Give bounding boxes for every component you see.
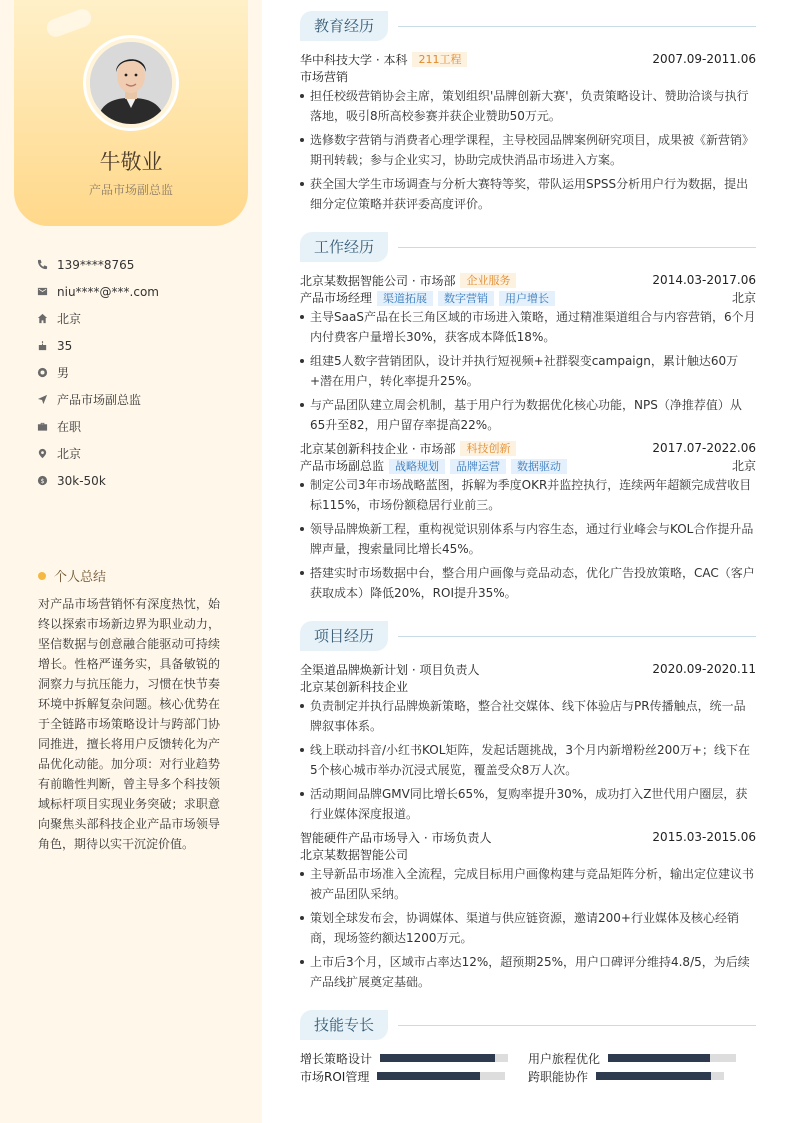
section-divider — [398, 1025, 756, 1026]
section-title: 工作经历 — [300, 232, 388, 262]
decorative-pill — [44, 7, 93, 40]
bullet-list — [300, 307, 756, 435]
list-item: 活动期间品牌GMV同比增长65%，复购率提升30%，成功打入Z世代用户圈层，获行业媒体深度报道。 — [300, 784, 756, 824]
section-title: 项目经历 — [300, 621, 388, 651]
section-title: 教育经历 — [300, 11, 388, 41]
summary-text: 对产品市场营销怀有深度热忱，始终以探索市场新边界为职业动力，坚信数据与创意融合能驱动可持续增长。性格严谨务实，具备敏锐的洞察力与抗压能力，习惯在快节奏环境中拆解复杂问题。核心优势在于全链路市场策略设计与跨部门协同推进，擅长将用户反馈转化为产品优化动能。加分项：对行业趋势有前瞻性判断，曾主导多个科技领域标杆项目实现业务突破；求职意向聚焦头部科技企业产品市场领导角色，期待以实干沉淀价值。 — [38, 597, 220, 851]
contact-info — [37, 251, 159, 494]
cake-icon — [37, 340, 48, 351]
section-title: 技能专长 — [300, 1010, 388, 1040]
list-item: 与产品团队建立周会机制，基于用户行为数据优化核心功能，NPS（净推荐值）从65升至82，用户留存率提高22%。 — [300, 395, 756, 435]
skill-bar — [608, 1054, 736, 1062]
role-row — [300, 457, 756, 475]
briefcase-icon — [37, 421, 48, 432]
bullet-list — [300, 475, 756, 603]
list-item: 线上联动抖音/小红书KOL矩阵，发起话题挑战，3个月内新增粉丝200万+；线下在5个核心城市举办沉浸式展览，覆盖受众8万人次。 — [300, 740, 756, 780]
skills-list — [300, 1049, 756, 1085]
list-item: 选修数字营销与消费者心理学课程，主导校园品牌案例研究项目，成果被《新营销》期刊转载；参与企业实习，协助完成快消品市场进入方案。 — [300, 130, 756, 170]
salary-icon — [37, 475, 48, 486]
list-item: 负责制定并执行品牌焕新策略，整合社交媒体、线下体验店与PR传播触点，统一品牌叙事体系。 — [300, 696, 756, 736]
skill-name: 跨职能协作 — [528, 1069, 589, 1084]
position-value: 产品市场副总监 — [57, 393, 142, 407]
summary-heading — [38, 566, 106, 585]
bullet-list — [300, 864, 756, 992]
phone-value: 139****8765 — [57, 257, 135, 272]
school-name: 华中科技大学 · 本科 — [300, 52, 408, 67]
list-item: 担任校级营销协会主席，策划组织'品牌创新大赛'，负责策略设计、赞助洽谈与执行落地，吸引8所高校参赛并获企业赞助50万元。 — [300, 86, 756, 126]
skill-item — [528, 1050, 756, 1067]
industry-tag: 科技创新 — [460, 441, 516, 456]
skill-tag: 渠道拓展 — [377, 291, 433, 306]
major-name: 市场营销 — [300, 70, 349, 84]
skill-item — [300, 1068, 528, 1085]
info-email — [37, 278, 159, 305]
project-entry — [300, 660, 756, 824]
entry-header — [300, 828, 756, 846]
summary-heading-label: 个人总结 — [54, 570, 107, 585]
section-divider — [398, 247, 756, 248]
entry-date: 2020.09-2020.11 — [652, 662, 756, 676]
info-location — [37, 440, 159, 467]
role-name: 产品市场副总监 — [300, 459, 385, 473]
section-divider — [398, 636, 756, 637]
send-icon — [37, 394, 48, 405]
entry-date: 2014.03-2017.06 — [652, 273, 756, 287]
project-org — [300, 678, 756, 696]
section-divider — [398, 26, 756, 27]
info-phone — [37, 251, 159, 278]
work-entry — [300, 439, 756, 603]
role-name: 产品市场经理 — [300, 291, 373, 305]
project-name: 全渠道品牌焕新计划 · 项目负责人 — [300, 662, 480, 677]
section-projects — [300, 621, 756, 996]
bullet-dot-icon — [38, 572, 46, 580]
entry-date: 2007.09-2011.06 — [652, 52, 756, 66]
skill-name: 增长策略设计 — [300, 1051, 373, 1066]
gender-icon — [37, 367, 48, 378]
skill-tag: 数字营销 — [438, 291, 494, 306]
info-salary — [37, 467, 159, 494]
status-value: 在职 — [57, 420, 82, 434]
industry-tag: 企业服务 — [460, 273, 516, 288]
location-icon — [37, 448, 48, 459]
list-item: 搭建实时市场数据中台，整合用户画像与竞品动态，优化广告投放策略，CAC（客户获取成本）降低20%，ROI提升35%。 — [300, 563, 756, 603]
bullet-list — [300, 86, 756, 214]
avatar — [90, 42, 172, 124]
bullet-list — [300, 696, 756, 824]
info-gender — [37, 359, 159, 386]
section-header — [300, 232, 756, 262]
job-city: 北京 — [731, 459, 756, 473]
list-item: 组建5人数字营销团队，设计并执行短视频+社群裂变campaign，累计触达60万+潜在用户，转化率提升25%。 — [300, 351, 756, 391]
list-item: 制定公司3年市场战略蓝图，拆解为季度OKR并监控执行，连续两年超额完成营收目标115%，市场份额稳居行业前三。 — [300, 475, 756, 515]
gender-value: 男 — [57, 366, 70, 380]
profile-name: 牛敬业 — [99, 150, 163, 174]
section-header — [300, 11, 756, 41]
list-item: 主导新品市场准入全流程，完成目标用户画像构建与竞品矩阵分析，输出定位建议书被产品团队采纳。 — [300, 864, 756, 904]
skill-bar-fill — [596, 1072, 711, 1080]
info-status — [37, 413, 159, 440]
section-header — [300, 1010, 756, 1040]
home-value: 北京 — [57, 312, 82, 326]
section-work — [300, 232, 756, 607]
major — [300, 68, 756, 86]
school-tag: 211工程 — [412, 52, 467, 67]
list-item: 主导SaaS产品在长三角区域的市场进入策略，通过精准渠道组合与内容营销，6个月内付费客户量增长30%，获客成本降低18%。 — [300, 307, 756, 347]
skill-bar-fill — [377, 1072, 479, 1080]
list-item: 领导品牌焕新工程，重构视觉识别体系与内容生态，通过行业峰会与KOL合作提升品牌声量，搜索量同比增长45%。 — [300, 519, 756, 559]
skill-name: 用户旅程优化 — [528, 1051, 601, 1066]
org-name: 北京某创新科技企业 — [300, 680, 409, 694]
list-item: 策划全球发布会，协调媒体、渠道与供应链资源，邀请200+行业媒体及核心经销商，现场签约额达1200万元。 — [300, 908, 756, 948]
entry-date: 2015.03-2015.06 — [652, 830, 756, 844]
education-entry — [300, 50, 756, 214]
role-row — [300, 289, 756, 307]
skill-tag: 品牌运营 — [450, 459, 506, 474]
project-org — [300, 846, 756, 864]
skill-row — [300, 1049, 756, 1067]
skill-tag: 用户增长 — [499, 291, 555, 306]
home-icon — [37, 313, 48, 324]
location-value: 北京 — [57, 447, 82, 461]
phone-icon — [37, 259, 48, 270]
entry-header — [300, 660, 756, 678]
company-name: 北京某数据智能公司 · 市场部 — [300, 273, 456, 288]
skill-item — [300, 1050, 528, 1067]
mail-icon — [37, 286, 48, 297]
email-value: niu****@***.com — [57, 284, 159, 299]
section-skills — [300, 1010, 756, 1040]
org-name: 北京某数据智能公司 — [300, 848, 409, 862]
skill-name: 市场ROI管理 — [300, 1069, 370, 1084]
work-entry — [300, 271, 756, 435]
section-education — [300, 11, 756, 218]
avatar-photo — [90, 42, 172, 124]
skill-bar — [377, 1072, 505, 1080]
skill-bar-fill — [608, 1054, 710, 1062]
section-header — [300, 621, 756, 651]
profile-title: 产品市场副总监 — [88, 183, 173, 197]
entry-header — [300, 50, 756, 68]
skill-row — [300, 1067, 756, 1085]
svg-text:$: $ — [40, 476, 45, 485]
info-position — [37, 386, 159, 413]
skill-bar-fill — [380, 1054, 495, 1062]
sidebar — [0, 0, 262, 1123]
info-age — [37, 332, 159, 359]
avatar-ring — [83, 35, 179, 131]
company-name: 北京某创新科技企业 · 市场部 — [300, 441, 456, 456]
entry-date: 2017.07-2022.06 — [652, 441, 756, 455]
skill-item — [528, 1068, 756, 1085]
job-city: 北京 — [731, 291, 756, 305]
project-name: 智能硬件产品市场导入 · 市场负责人 — [300, 830, 492, 845]
list-item: 上市后3个月，区域市占率达12%，超预期25%，用户口碑评分维持4.8/5，为后续产品线扩展奠定基础。 — [300, 952, 756, 992]
salary-value: 30k-50k — [57, 473, 106, 488]
skill-tag: 战略规划 — [389, 459, 445, 474]
list-item: 获全国大学生市场调查与分析大赛特等奖，带队运用SPSS分析用户行为数据，提出细分定位策略并获评委高度评价。 — [300, 174, 756, 214]
info-home — [37, 305, 159, 332]
entry-header — [300, 271, 756, 289]
skill-bar — [380, 1054, 508, 1062]
skill-bar — [596, 1072, 724, 1080]
project-entry — [300, 828, 756, 992]
skill-tag: 数据驱动 — [511, 459, 567, 474]
age-value: 35 — [57, 338, 73, 353]
entry-header — [300, 439, 756, 457]
